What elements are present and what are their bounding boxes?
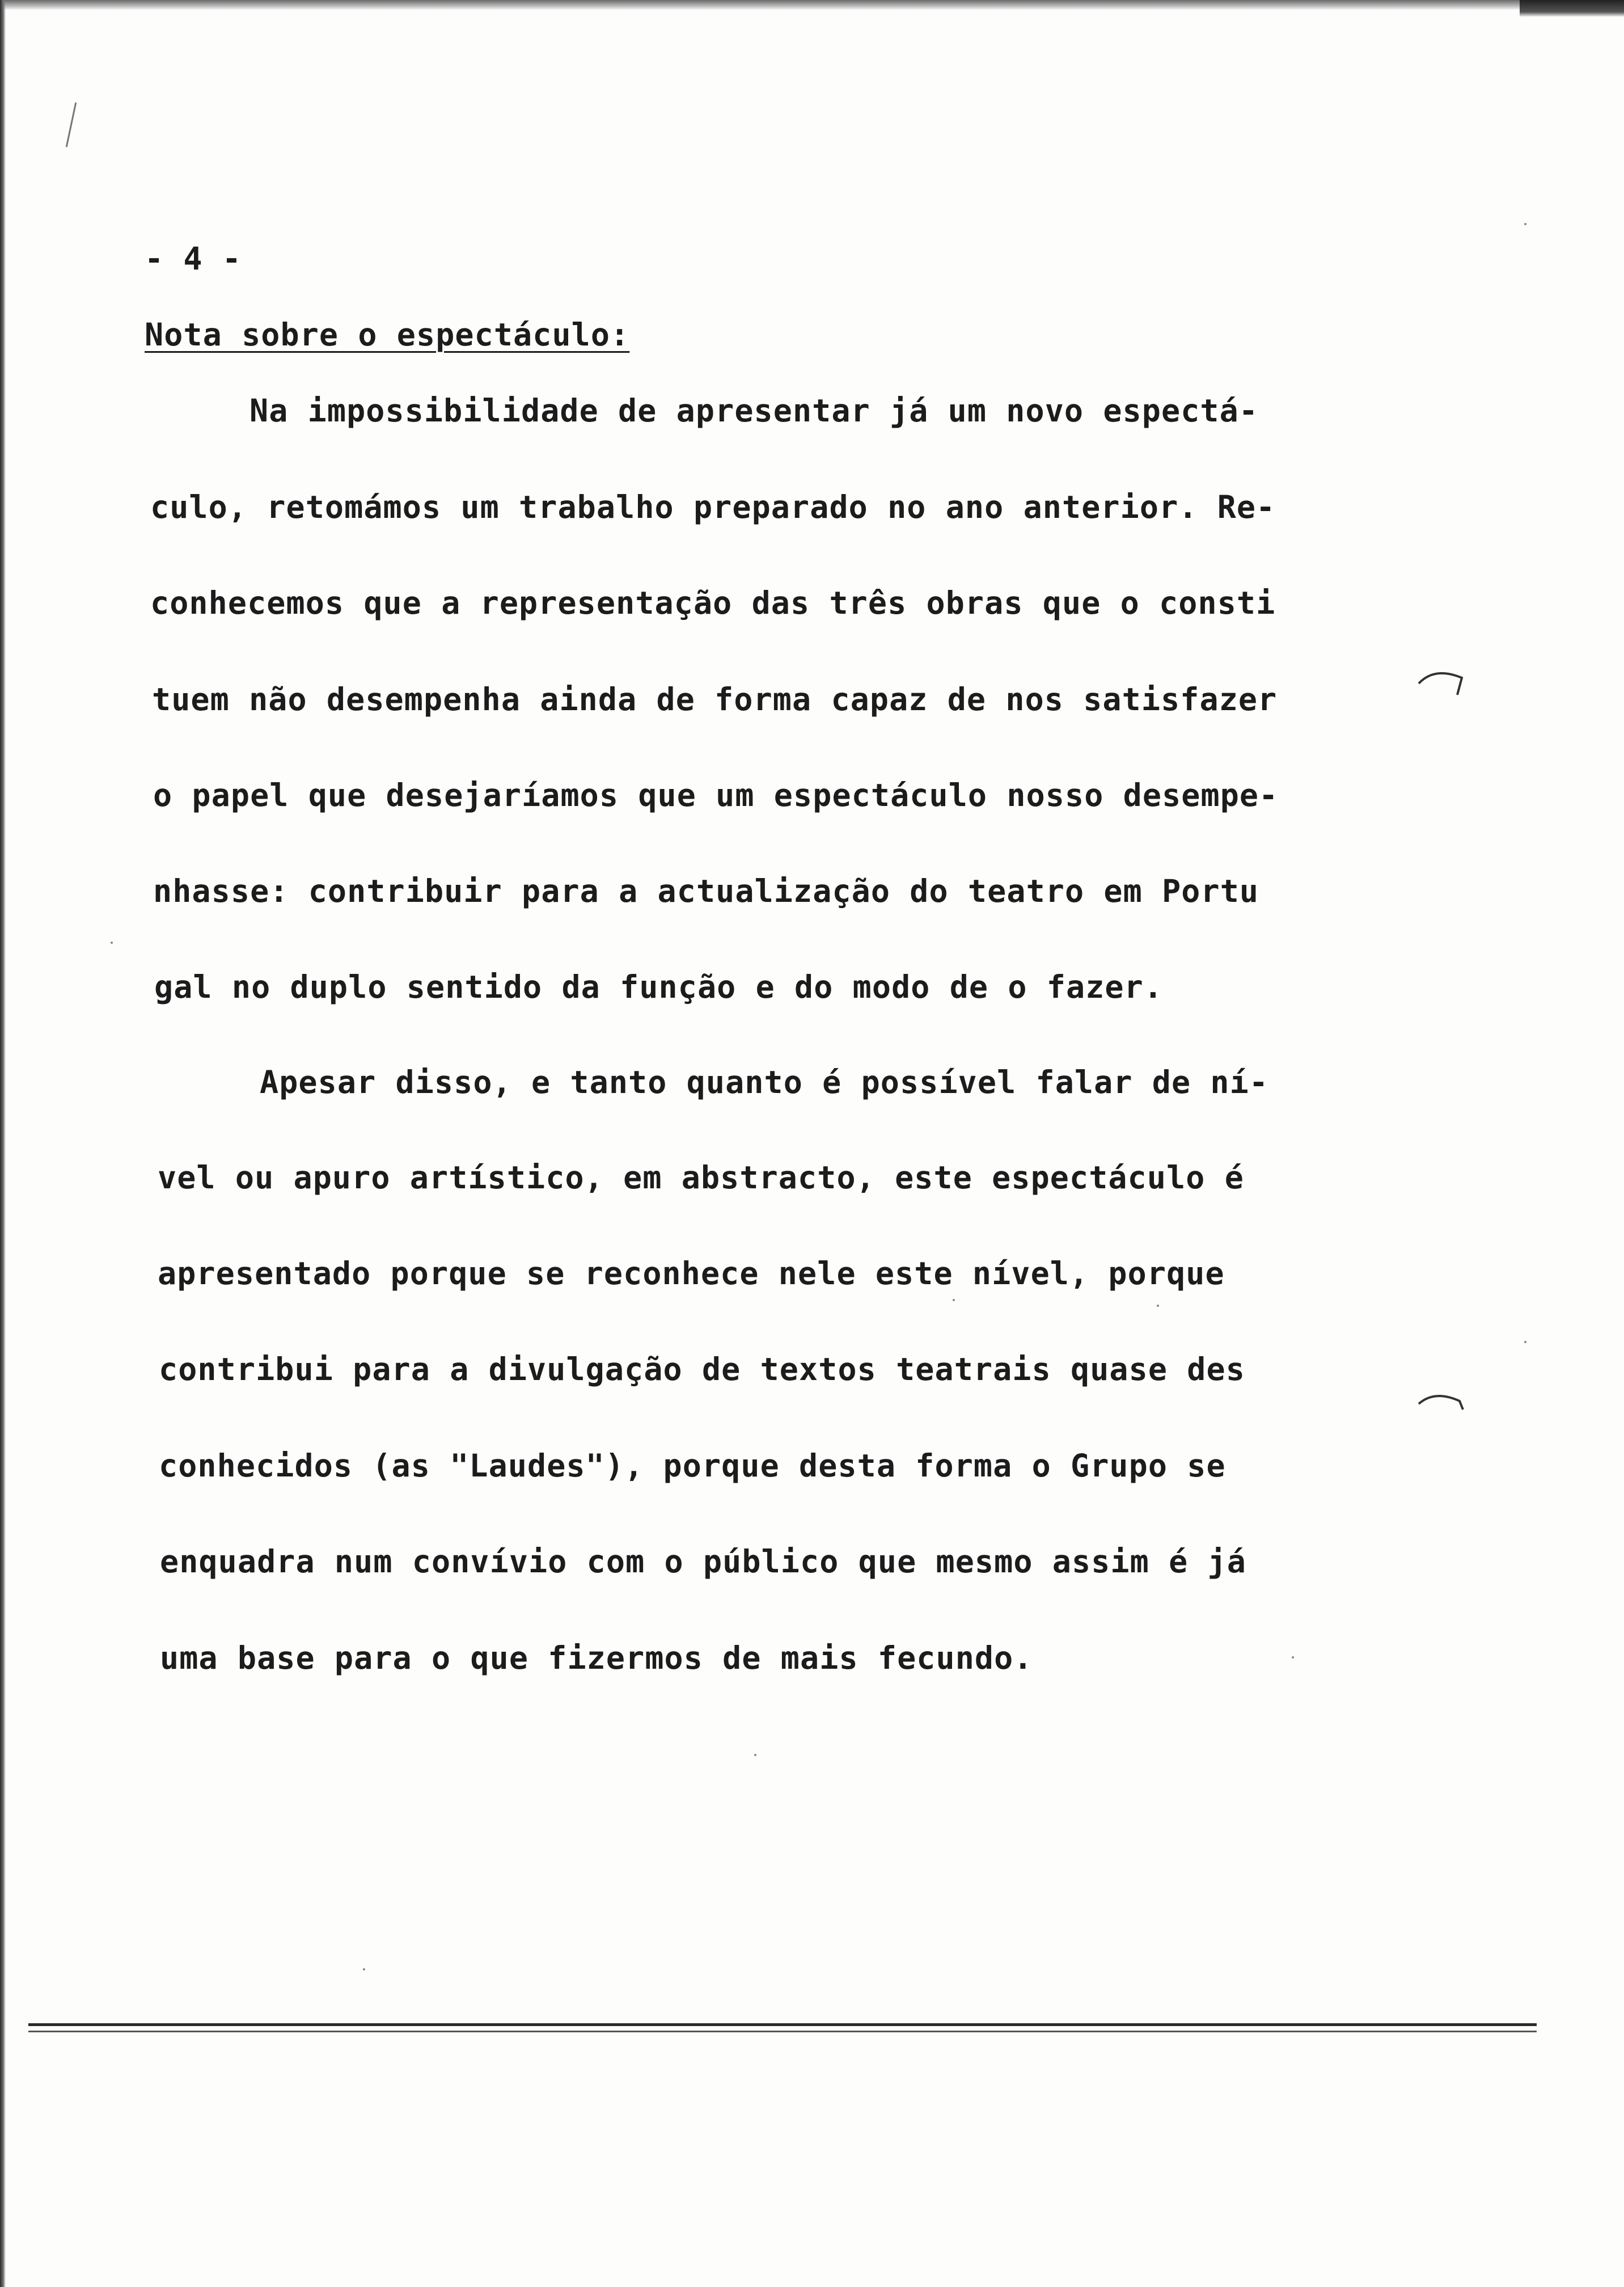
scan-edge-top-right [1520, 0, 1624, 17]
text-line-9: vel ou apuro artístico, em abstracto, este espectáculo é [158, 1159, 1244, 1196]
scan-speck [1524, 223, 1526, 225]
text-line-1: Na impossibilidade de apresentar já um novo espectá- [249, 393, 1259, 429]
text-line-8: Apesar disso, e tanto quanto é possível falar de ní- [260, 1064, 1269, 1100]
text-line-7: gal no duplo sentido da função e do modo de o fazer. [154, 969, 1164, 1005]
scan-speck [754, 1754, 756, 1756]
text-line-12: conhecidos (as "Laudes"), porque desta forma o Grupo se [159, 1448, 1226, 1484]
punch-hole-mark-upper [1418, 666, 1469, 701]
scan-edge-left [0, 0, 6, 2287]
text-line-10: apresentado porque se reconhece nele este nível, porque [158, 1255, 1225, 1292]
text-line-14: uma base para o que fizermos de mais fecundo. [160, 1640, 1033, 1676]
scan-edge-top [0, 0, 1624, 10]
text-line-3: conhecemos que a representação das três obras que o consti [150, 585, 1276, 621]
scan-speck [111, 942, 113, 944]
bottom-rule-lower [28, 2031, 1537, 2032]
scan-speck [1157, 1305, 1159, 1307]
text-line-5: o papel que desejaríamos que um espectáculo nosso desempe- [153, 777, 1279, 813]
scan-speck [363, 1968, 365, 1970]
scan-speck [1524, 1341, 1526, 1343]
scan-speck [1292, 1656, 1294, 1659]
bottom-rule-upper [28, 2023, 1537, 2026]
scan-speck [953, 1299, 955, 1301]
page-number: - 4 - [145, 240, 242, 277]
text-line-2: culo, retomámos um trabalho preparado no ano anterior. Re- [150, 489, 1276, 525]
pencil-mark [66, 103, 77, 147]
text-line-6: nhasse: contribuir para a actualização do teatro em Portu [153, 873, 1259, 909]
text-line-11: contribui para a divulgação de textos teatrais quase des [159, 1351, 1245, 1387]
section-heading: Nota sobre o espectáculo: [145, 317, 630, 353]
text-line-4: tuem não desempenha ainda de forma capaz de nos satisfazer [152, 681, 1278, 718]
punch-hole-mark-lower [1418, 1387, 1469, 1421]
text-line-13: enquadra num convívio com o público que mesmo assim é já [160, 1543, 1246, 1580]
